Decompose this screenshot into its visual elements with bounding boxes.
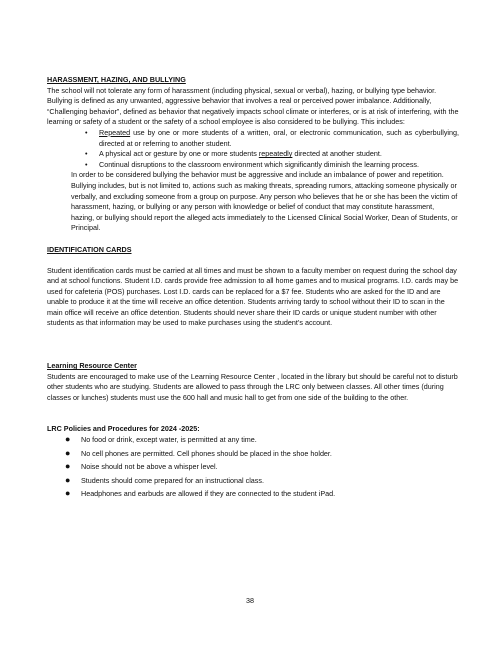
harassment-intro: The school will not tolerate any form of harassment (including physical, sexual or verbal), hazing, or bullying type behavior. Bullying is defined as any unwanted, aggressive behavior that involves a real or perceived power imbalance. Additionally, “Challenging behavior”, defined as behavior that negatively impacts school climate or interferes, or is at risk of interfering, with the learning or safety of a student or the safety of a school employee is also considered to be bullying. This includes: <box>47 85 459 127</box>
bullet-dot: ● <box>65 461 71 472</box>
underlined-word: repeatedly <box>258 149 293 159</box>
lrc-body: Students are encouraged to make use of the Learning Resource Center , located in the library but should be careful not to disturb other students who are studying. Students are allowed to pass through the LRC only between classes. All other times (during classes or lunches) students must use the 600 hall and music hall to get from one side of the building to the other. <box>47 371 458 402</box>
bullet-dot: ● <box>65 488 71 499</box>
bullet-dot: • <box>85 149 88 159</box>
lrc-policies-heading: LRC Policies and Procedures for 2024 -2025: <box>47 424 200 434</box>
bullet-text: directed at another student. <box>292 149 382 159</box>
page-number: 38 <box>246 596 254 605</box>
harassment-bullet-list <box>47 128 459 170</box>
list-item <box>65 449 459 460</box>
bullet-dot: • <box>85 127 88 137</box>
list-item-text: No cell phones are permitted. Cell phones should be placed in the shoe holder. <box>81 448 332 458</box>
harassment-heading: HARASSMENT, HAZING, AND BULLYING <box>47 75 186 84</box>
idcards-heading: IDENTIFICATION CARDS <box>47 244 132 254</box>
harassment-closing: In order to be considered bullying the behavior must be aggressive and include an imbalance of power and repetition. Bullying includes, but is not limited to, actions such as making threats, spreading rumors, attacking someone physically or verbally, and excluding someone from a group on purpose. Any person who believes that he or she has been the victim of harassment, hazing, or bullying or any person with knowledge or belief of conduct that may constitute harassment, hazing, or bullying should report the alleged acts immediately to the Licensed Clinical Social Worker, Dean of Students, or Principal. <box>71 170 458 233</box>
underlined-word: Repeated <box>99 127 131 137</box>
harassment-bullet-1 <box>85 128 459 149</box>
lrc-heading: Learning Resource Center <box>47 361 137 371</box>
bullet-dot: ● <box>65 474 71 485</box>
idcards-section <box>47 245 459 329</box>
list-item-text: No food or drink, except water, is permitted at any time. <box>81 435 257 445</box>
list-item-text: Headphones and earbuds are allowed if they are connected to the student iPad. <box>81 489 336 499</box>
page-content <box>47 75 459 503</box>
bullet-dot: ● <box>65 447 71 458</box>
list-item <box>65 476 459 487</box>
idcards-body: Student identification cards must be carried at all times and must be shown to a faculty member on request during the school day and at school functions. Student I.D. cards provide free admission to all home games and to musical programs. I.D. cards may be used for cafeteria (POS) purchases. Lost I.D. cards can be replaced for a $7 fee. Students who are asked for the ID and are unable to produce it at the time will receive an office detention. Students arriving tardy to school without their ID to scan in the main office will receive an office detention. Students should never share their ID cards or unique student number with other students as that information may be used to make purchases using the student’s account. <box>47 265 459 328</box>
list-item <box>65 489 459 500</box>
harassment-bullet-2 <box>85 149 459 160</box>
list-item <box>65 462 459 473</box>
bullet-text: Continual disruptions to the classroom environment which significantly diminish the learning process. <box>99 159 420 169</box>
bullet-dot: • <box>85 159 88 169</box>
list-item <box>65 435 459 446</box>
bullet-text: use by one or more students of a written, oral, or electronic communication, such as cyberbullying, directed at or referring to another student. <box>99 127 459 148</box>
list-item-text: Noise should not be above a whisper level. <box>81 462 218 472</box>
harassment-bullet-3 <box>85 160 459 171</box>
harassment-section <box>47 75 459 234</box>
lrc-policies-section <box>47 424 459 500</box>
lrc-policies-list <box>47 435 459 500</box>
list-item-text: Students should come prepared for an instructional class. <box>81 475 264 485</box>
bullet-text: A physical act or gesture by one or more students <box>99 149 259 159</box>
lrc-section <box>47 361 459 403</box>
bullet-dot: ● <box>65 434 71 445</box>
